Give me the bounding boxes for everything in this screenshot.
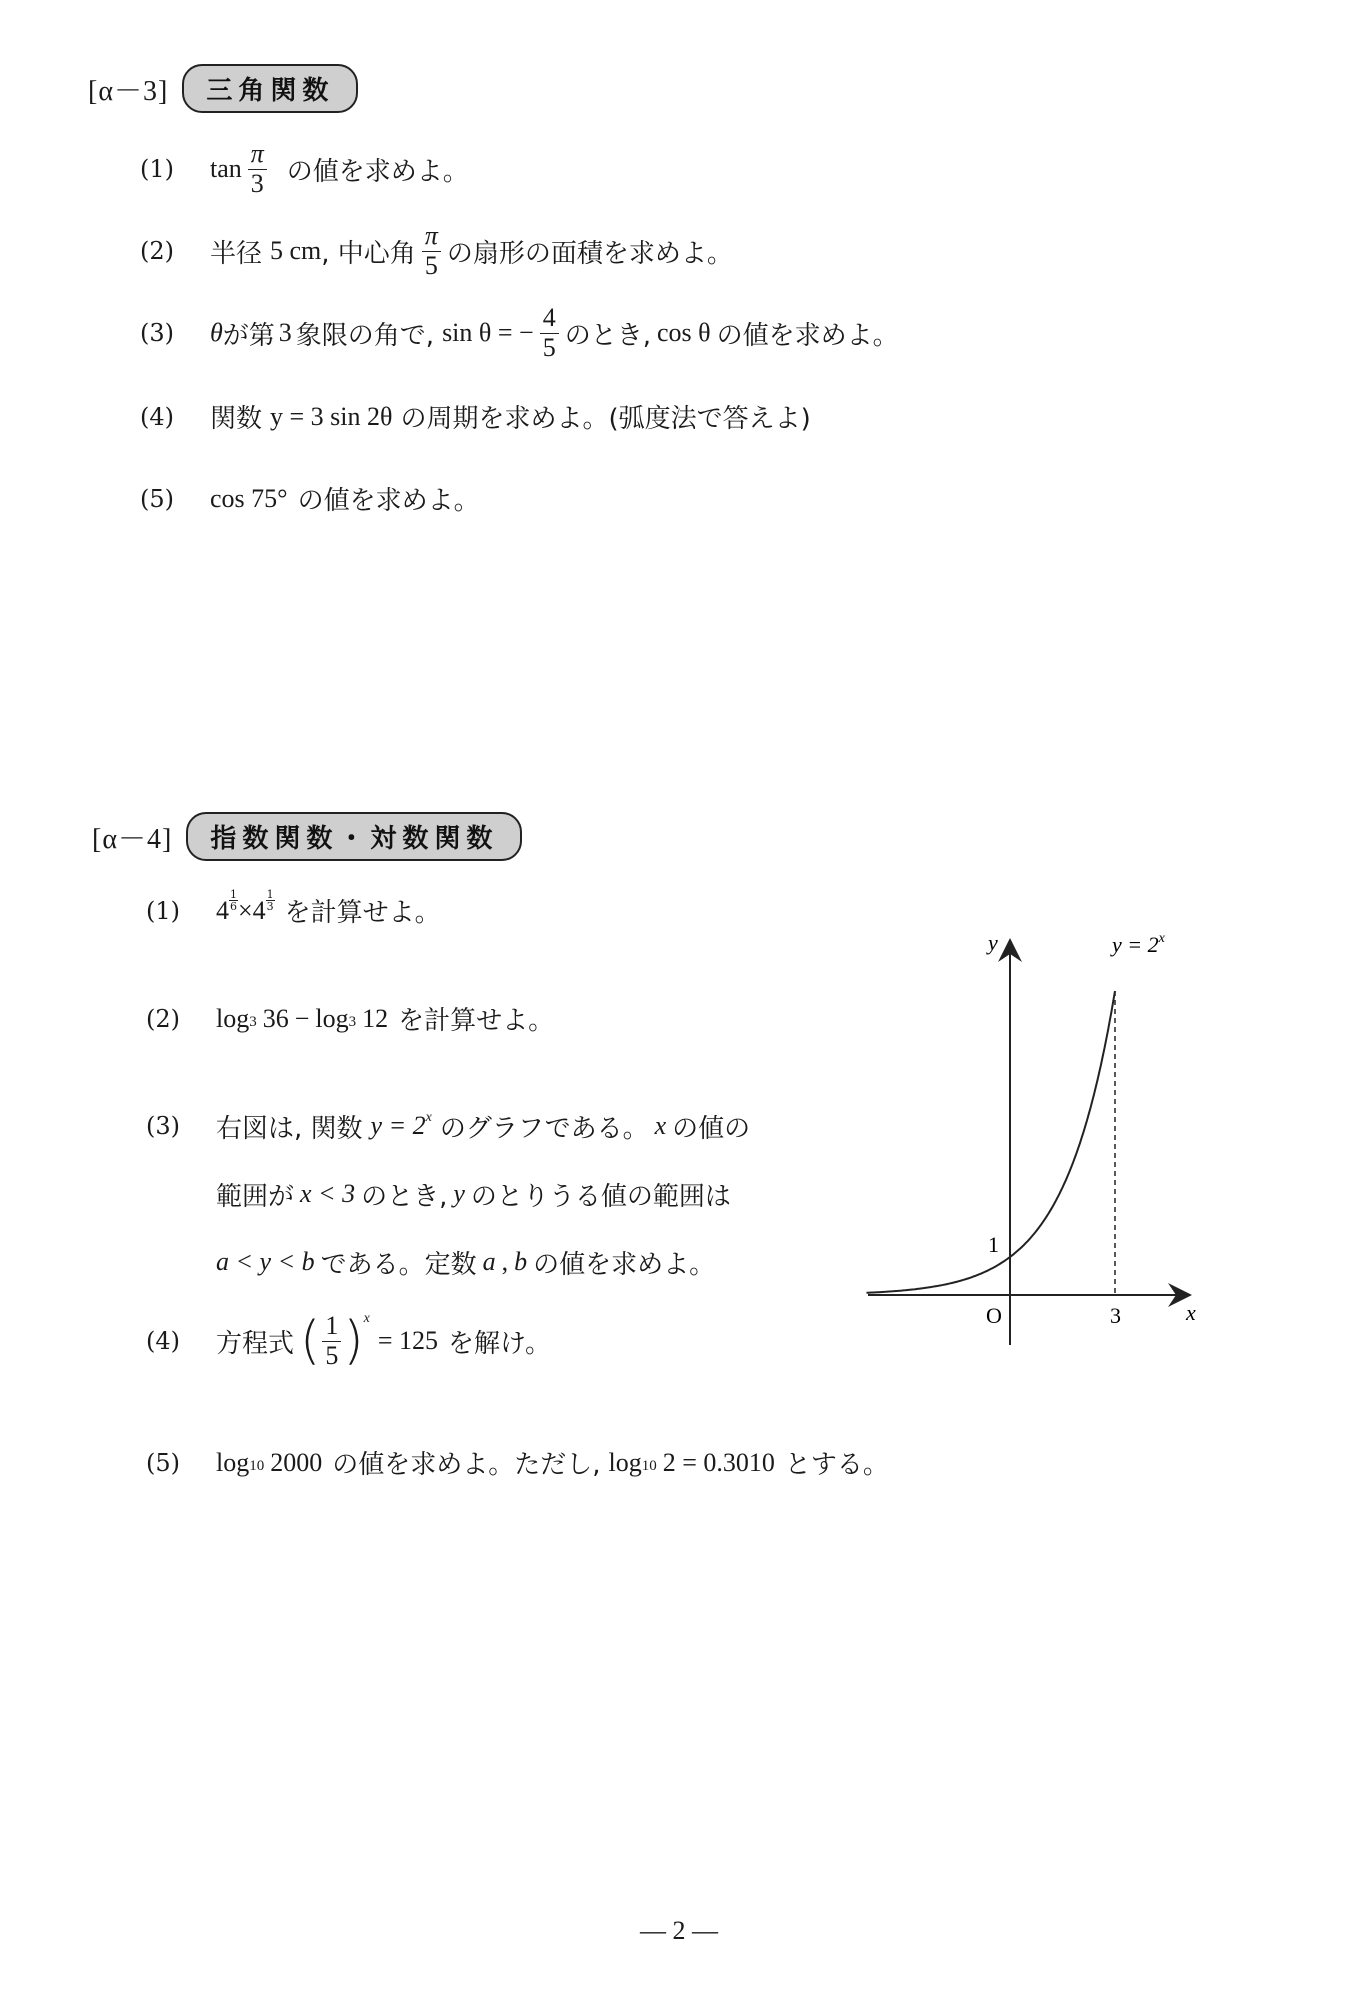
question-number: (3) — [140, 319, 174, 348]
question-number: (3) — [146, 1112, 180, 1140]
log-function: log — [315, 1003, 349, 1033]
fraction: $\frac{\pi}{5}$ — [422, 222, 441, 280]
function-expression: y = 2 — [370, 1111, 426, 1140]
inequality: x < 3 — [300, 1179, 356, 1208]
question-line — [146, 1108, 750, 1144]
a3-question-2 — [140, 222, 733, 280]
inequality: a < y < b — [216, 1247, 315, 1276]
question-number: (1) — [146, 896, 180, 925]
question-text: を計算せよ。 — [284, 898, 441, 928]
fraction: $\frac{\pi}{3}$ — [248, 140, 267, 198]
question-text: である。定数 — [320, 1249, 477, 1280]
curve-label: $y = 2^x$ — [1112, 931, 1165, 957]
fraction: $\frac{1}{5}$ — [322, 1312, 341, 1370]
section-a4-title: 指数関数・対数関数 — [186, 812, 522, 861]
log-argument: 36 — [262, 1003, 289, 1033]
question-text: 象限の角で, — [295, 320, 435, 351]
a3-question-3 — [140, 304, 899, 362]
question-text: を計算せよ。 — [398, 1006, 555, 1036]
y-axis-label: y — [988, 930, 998, 955]
log-base: 10 — [249, 1458, 265, 1474]
minus-symbol: − — [294, 1003, 310, 1033]
exponent-fraction: 1 3 — [266, 888, 274, 913]
question-text: 右図は, 関数 — [216, 1113, 363, 1144]
log-base: 3 — [348, 1014, 357, 1030]
a4-question-5 — [146, 1444, 889, 1481]
sin-expression: sin θ = − — [442, 318, 534, 348]
exponent: x — [363, 1311, 370, 1327]
given-value: 2 = 0.3010 — [662, 1447, 775, 1477]
question-text: の周期を求めよ。(弧度法で答えよ) — [400, 404, 811, 434]
variable-b: b — [514, 1247, 528, 1276]
a3-question-5 — [140, 480, 480, 517]
question-text: , 中心角 — [321, 238, 416, 269]
question-text: のとりうる値の範囲は — [470, 1181, 731, 1212]
question-text: が第 — [222, 320, 275, 351]
a4-question-2 — [146, 1000, 554, 1037]
x-mark-label: 3 — [1110, 1303, 1121, 1328]
question-number: (5) — [140, 484, 174, 513]
question-text: 方程式 — [216, 1328, 295, 1359]
a3-question-4 — [140, 398, 811, 435]
question-text: のとき, — [564, 320, 651, 351]
theta-symbol: θ — [210, 318, 223, 348]
a4-question-1 — [146, 888, 441, 929]
a3-question-1 — [140, 140, 469, 198]
equation-rhs: = 125 — [377, 1326, 438, 1356]
function-expression: y = 3 sin 2θ — [270, 401, 393, 431]
question-text: の扇形の面積を求めよ。 — [446, 238, 733, 269]
a4-question-4 — [146, 1312, 551, 1370]
comma: , — [501, 1247, 509, 1276]
question-text: とする。 — [784, 1450, 889, 1480]
x-axis-label: x — [1186, 1300, 1196, 1325]
right-paren: ) — [343, 1311, 364, 1372]
question-text: のとき, — [361, 1181, 448, 1212]
origin-label: O — [986, 1303, 1002, 1328]
question-number: (2) — [146, 1004, 180, 1033]
question-text: のグラフである。 — [439, 1113, 649, 1144]
cos-expression: cos 75° — [210, 483, 288, 513]
section-a4-header — [92, 812, 522, 861]
log-argument: 2000 — [270, 1447, 323, 1477]
question-text: 半径 — [210, 238, 263, 269]
log-function: log — [608, 1447, 642, 1477]
question-line — [146, 1176, 750, 1212]
base: 4 — [252, 895, 266, 925]
exponent-fraction: $\frac{1}{6}$ — [230, 888, 237, 913]
question-text: の値を求めよ。 — [716, 320, 899, 351]
question-text: の値を求めよ。 — [533, 1249, 716, 1280]
question-text: の値を求めよ。 — [297, 486, 480, 516]
variable-y: y — [453, 1179, 465, 1208]
question-number: (4) — [146, 1327, 180, 1356]
section-a3-label: [α－3] — [88, 75, 169, 107]
radius-value: 5 cm — [270, 236, 322, 266]
fraction: $\frac{4}{5}$ — [540, 304, 559, 362]
question-number: (2) — [140, 237, 174, 266]
question-text: の値を求めよ。ただし, — [332, 1450, 601, 1480]
quadrant-number: 3 — [278, 318, 292, 348]
question-line — [146, 1244, 750, 1280]
exponential-graph — [860, 930, 1220, 1350]
times-symbol: × — [238, 895, 253, 925]
question-number: (1) — [140, 155, 174, 184]
question-text: を解け。 — [448, 1328, 551, 1359]
question-text: の値の — [672, 1113, 751, 1144]
left-paren: ( — [300, 1311, 321, 1372]
log-argument: 12 — [362, 1003, 389, 1033]
variable-x: x — [654, 1111, 667, 1140]
log-function: log — [216, 1447, 250, 1477]
question-number: (5) — [146, 1448, 180, 1477]
log-base: 3 — [249, 1014, 257, 1030]
a4-question-3 — [146, 1108, 750, 1280]
log-base: 10 — [641, 1458, 657, 1474]
question-text: の値を求めよ。 — [286, 156, 469, 187]
question-text: 範囲が — [216, 1181, 295, 1212]
cos-expression: cos θ — [656, 318, 711, 348]
log-function: log — [216, 1003, 250, 1033]
tan-function: tan — [210, 154, 242, 184]
section-a3-header — [88, 64, 358, 113]
base: 4 — [216, 895, 229, 925]
question-number: (4) — [140, 402, 174, 431]
section-a4-label: [α－4] — [92, 823, 173, 855]
variable-a: a — [482, 1247, 496, 1276]
section-a3-title: 三角関数 — [182, 64, 358, 113]
exponent: x — [425, 1110, 432, 1125]
page-number: — 2 — — [640, 1916, 718, 1945]
question-text: 関数 — [210, 404, 263, 434]
y-intercept-label: 1 — [988, 1232, 999, 1257]
